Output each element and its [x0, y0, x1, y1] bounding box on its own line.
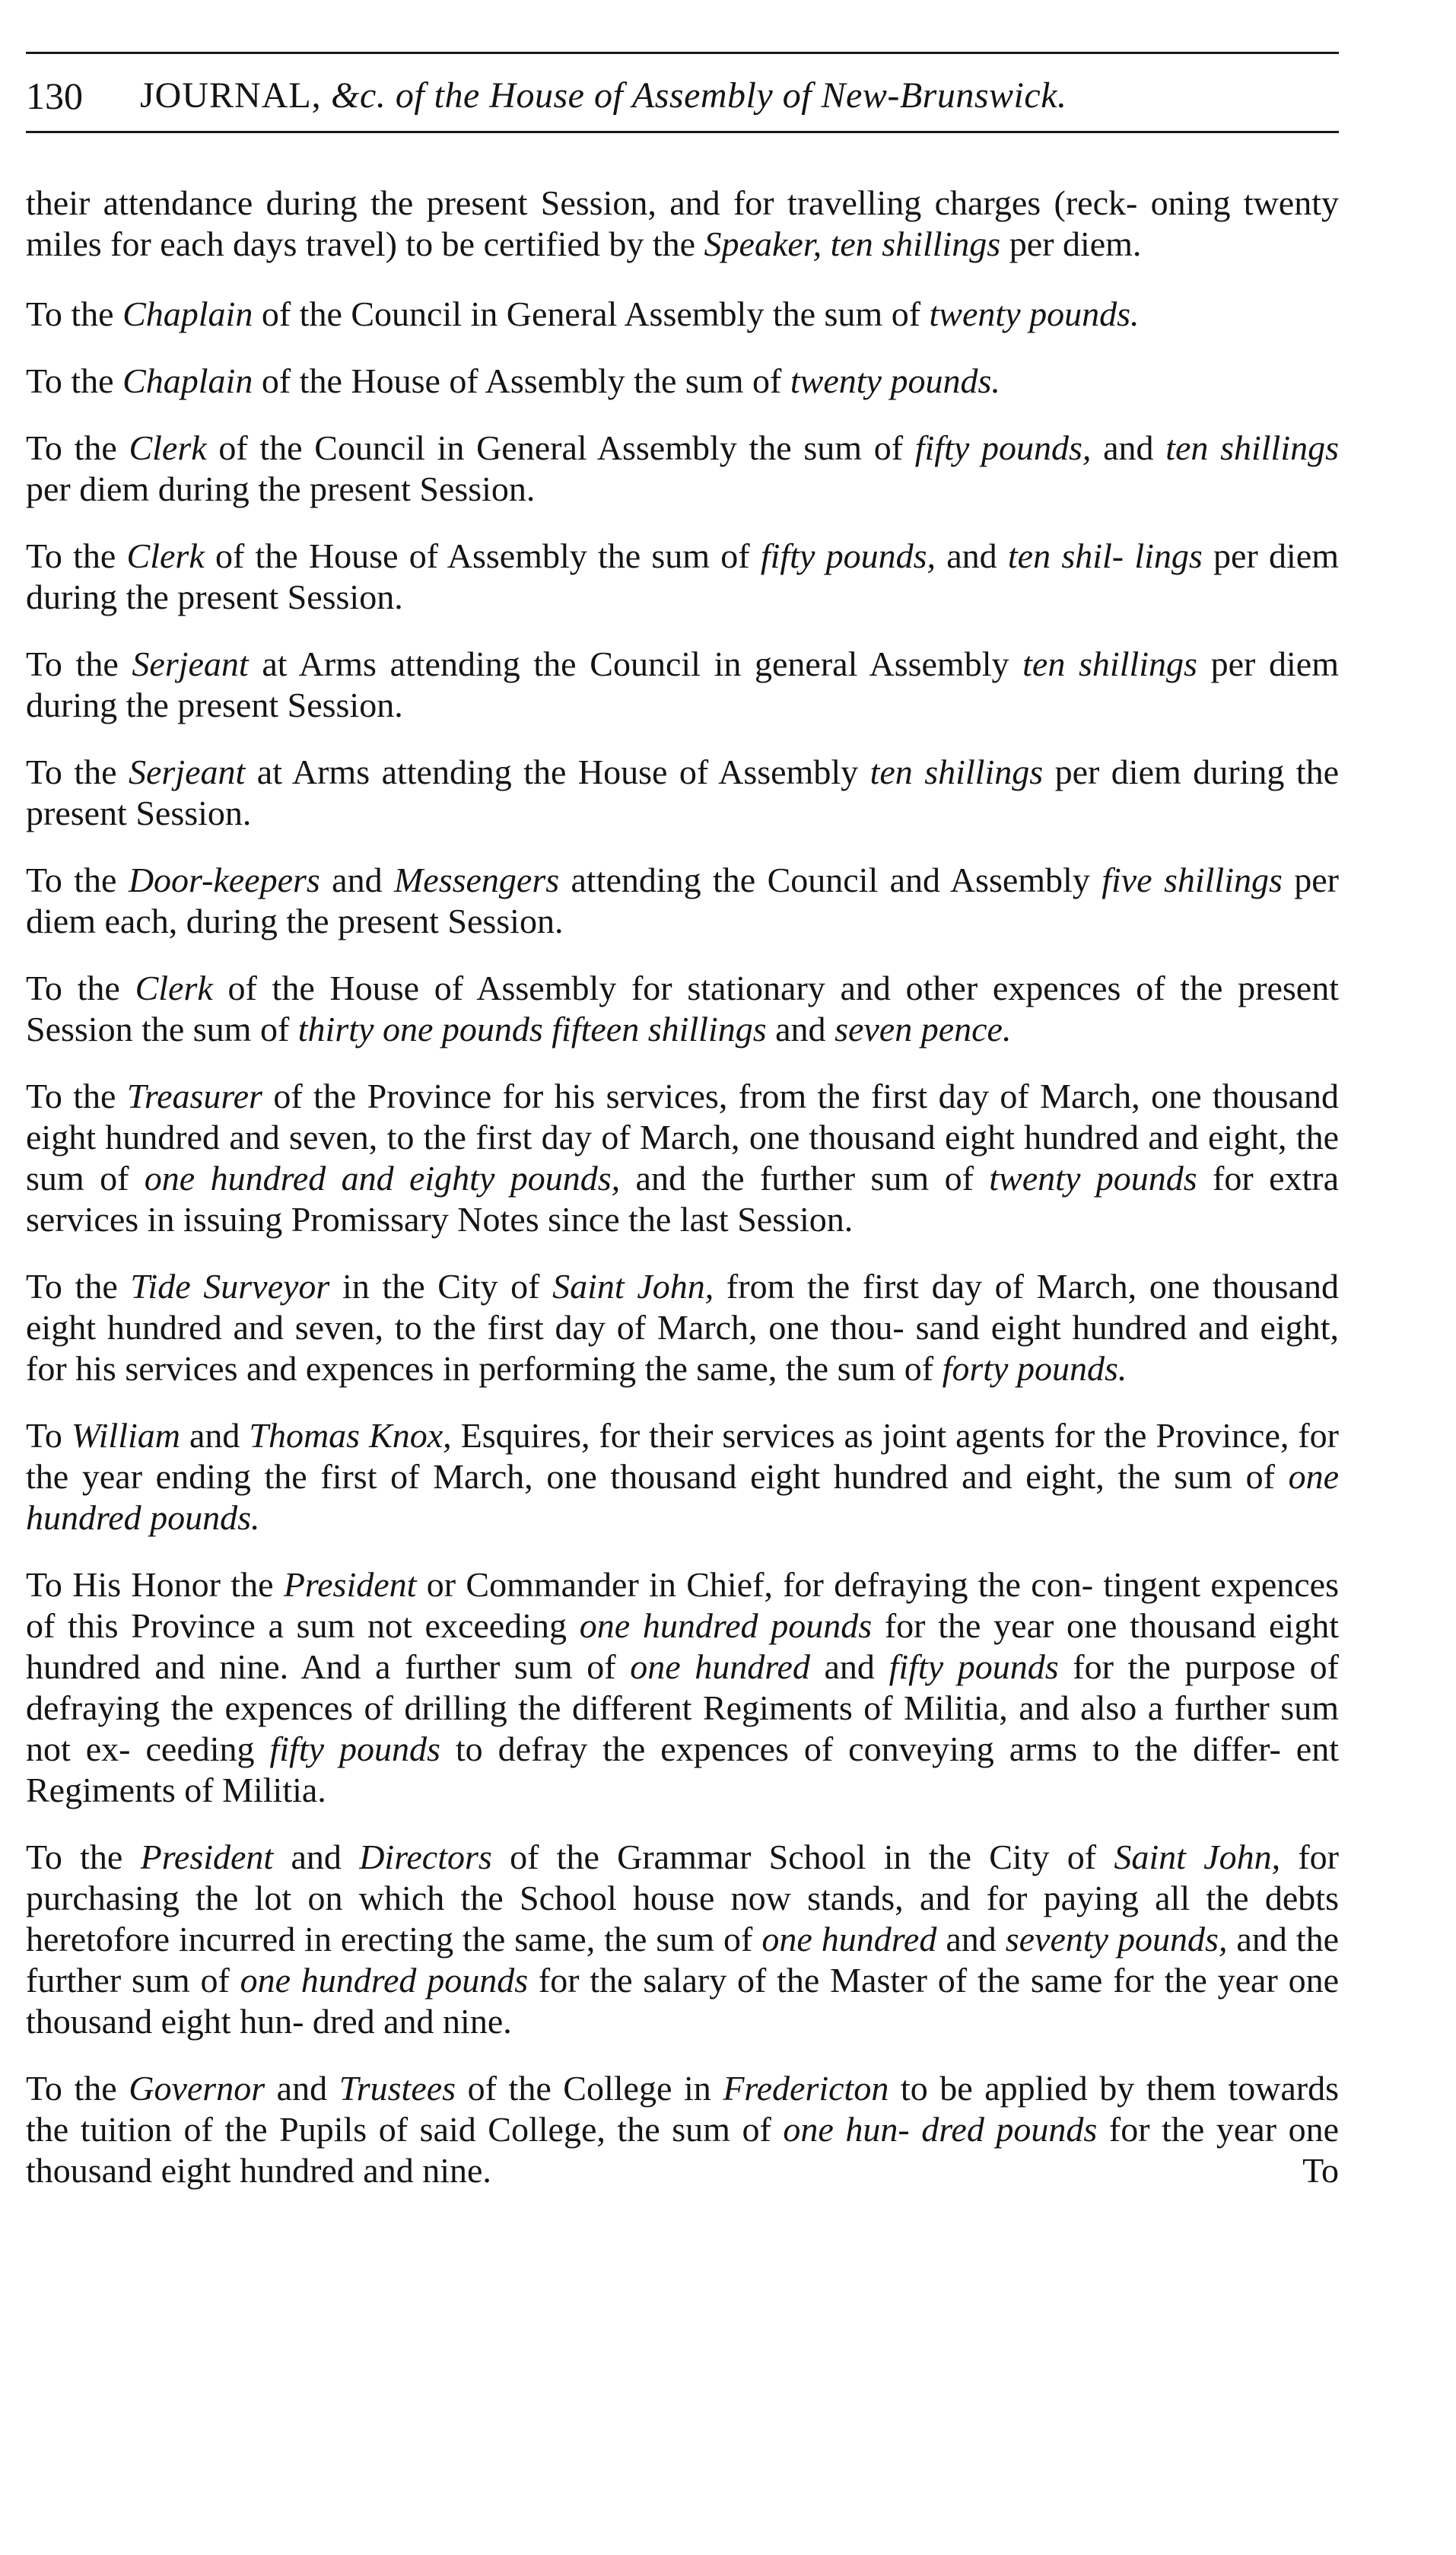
italic-text: seven pence. [834, 1010, 1012, 1048]
text-run: of the Province for his services, from the first day of March, one thousand eight hundred and seven, to the first day of March, one thousand eight hundred and eight, the sum of [26, 1077, 1339, 1198]
text-run: their attendance during the present Session, and for travelling charges (reck- oning twenty miles for each days travel) to be certified by the [26, 183, 1339, 263]
text-run: per diem during the present Session. [26, 536, 1339, 616]
journal-paragraph [26, 752, 1339, 834]
text-run: of the Grammar School in the City of [491, 1838, 1114, 1876]
italic-text: Treasurer [126, 1077, 262, 1115]
italic-text: forty pounds. [942, 1349, 1127, 1388]
header-rule [26, 131, 1339, 133]
italic-text: Door-keepers [128, 861, 320, 899]
italic-text: fifty pounds, [760, 536, 936, 575]
italic-text: Tide Surveyor [130, 1267, 330, 1306]
italic-text: thirty one pounds fifteen shillings [297, 1010, 767, 1048]
catchword: To [1302, 2151, 1339, 2190]
italic-text: twenty pounds [989, 1159, 1197, 1198]
text-run: per diem during the present Session. [26, 752, 1340, 832]
italic-text: ten shillings [1022, 644, 1197, 683]
italic-text: Directors [359, 1838, 492, 1876]
italic-text: Trustees [339, 2069, 456, 2108]
text-run: of the Council in General Assembly the sum of [253, 294, 930, 333]
journal-body [26, 183, 1339, 2217]
page-number: 130 [26, 75, 83, 117]
text-run: To the [26, 1838, 141, 1876]
text-run: to be applied by them towards the tuition of the Pupils of said College, the sum of [26, 2069, 1340, 2149]
text-run: and [766, 1010, 835, 1048]
italic-text: one hundred pounds [240, 1961, 529, 2000]
text-run: To the [26, 2069, 129, 2108]
text-run: in the City of [329, 1267, 553, 1306]
text-run: at Arms attending the House of Assembly [245, 752, 870, 791]
italic-text: fifty pounds [269, 1729, 440, 1768]
text-run: from the first day of March, one thousand eight hundred and seven, to the first day of March, one thou- sand eight hundred and eight, for his services and expences in performing the same, the sum of [26, 1267, 1339, 1388]
running-head [140, 65, 1067, 126]
text-run: of the College in [456, 2069, 723, 2108]
italic-text: Serjeant [129, 752, 246, 791]
journal-paragraph [26, 1837, 1339, 2042]
text-run: of the House of Assembly the sum of [204, 536, 761, 575]
text-run: To His Honor the [26, 1565, 284, 1604]
italic-text: one hundred and eighty pounds, [144, 1159, 621, 1198]
journal-paragraph [26, 294, 1339, 335]
text-run: To the [26, 969, 135, 1007]
text-run: To the [26, 1267, 131, 1306]
italic-text: Clerk [135, 969, 213, 1007]
italic-text: Clerk [129, 428, 207, 467]
text-run: for the year one thousand eight hundred and nine. [26, 2110, 1339, 2190]
text-run: To the [26, 294, 123, 333]
text-run: and [319, 861, 394, 899]
text-run: for purchasing the lot on which the School house now stands, and for paying all the debts heretofore incurred in erecting the same, the sum of [26, 1838, 1339, 1958]
text-run: and the further sum of [26, 1920, 1340, 2000]
italic-text: Chaplain [122, 361, 253, 400]
text-run: To [26, 1416, 72, 1455]
text-run: of the House of Assembly for stationary and other expences of the present Session the sum of [26, 969, 1340, 1048]
text-run: per diem each, during the present Session. [26, 861, 1339, 940]
text-run: of the House of Assembly the sum of [253, 361, 790, 400]
top-rule [26, 52, 1339, 54]
text-run: at Arms attending the Council in general Assembly [248, 644, 1023, 683]
journal-paragraph [26, 361, 1339, 402]
journal-paragraph [26, 968, 1339, 1050]
text-run: To the [26, 361, 123, 400]
text-run: and [265, 2069, 339, 2108]
text-run: To the [26, 1077, 127, 1115]
text-run: and the further sum of [620, 1159, 990, 1198]
text-run: for the purpose of defraying the expences of drilling the different Regiments of Militia, and also a further sum not ex- ceeding [26, 1647, 1339, 1768]
text-run: per diem. [1000, 224, 1142, 263]
italic-text: Governor [129, 2069, 265, 2108]
journal-page [26, 0, 1339, 2555]
text-run: per diem during the present Session. [26, 644, 1339, 724]
text-run: To the [26, 861, 129, 899]
italic-text: one hundred [761, 1920, 937, 1958]
running-head-italic: &c. of the House of Assembly of New-Brunswick. [331, 75, 1067, 116]
italic-text: ten shillings [1165, 428, 1339, 467]
text-run: attending the Council and Assembly [559, 861, 1102, 899]
journal-paragraph [26, 183, 1339, 265]
text-run: and [1091, 428, 1166, 467]
text-run: and [273, 1838, 360, 1876]
text-run: for the year one thousand eight hundred and nine. And a further sum of [26, 1606, 1339, 1686]
text-run: per diem during the present Session. [26, 469, 536, 508]
italic-text: fifty pounds, [914, 428, 1092, 467]
italic-text: one hundred pounds. [26, 1457, 1339, 1537]
italic-text: William [71, 1416, 180, 1455]
italic-text: ten shillings [869, 752, 1044, 791]
italic-text: President [140, 1838, 274, 1876]
italic-text: fifty pounds [889, 1647, 1059, 1686]
journal-paragraph [26, 1564, 1339, 1811]
italic-text: twenty pounds. [790, 361, 1000, 400]
journal-paragraph [26, 860, 1339, 942]
text-run: To the [26, 428, 129, 467]
journal-paragraph [26, 1415, 1339, 1538]
text-run: To the [26, 752, 129, 791]
text-run: to defray the expences of conveying arms to the differ- ent Regiments of Militia. [26, 1729, 1339, 1809]
running-head-caps: JOURNAL, [140, 75, 322, 116]
italic-text: President [283, 1565, 417, 1604]
text-run: and [180, 1416, 250, 1455]
journal-paragraph [26, 428, 1339, 510]
italic-text: five shillings [1102, 861, 1283, 899]
text-run: for the salary of the Master of the same for the year one thousand eight hun- dred and nine. [26, 1961, 1339, 2041]
italic-text: Messengers [393, 861, 560, 899]
italic-text: seventy pounds, [1005, 1920, 1228, 1958]
italic-text: one hundred [630, 1647, 810, 1686]
italic-text: Clerk [126, 536, 205, 575]
italic-text: Serjeant [132, 644, 249, 683]
journal-paragraph [26, 644, 1339, 726]
text-run: for extra services in issuing Promissary Notes since the last Session. [26, 1159, 1340, 1239]
italic-text: one hun- dred pounds [783, 2110, 1098, 2149]
italic-text: Fredericton [723, 2069, 889, 2108]
italic-text: Saint John, [1114, 1838, 1281, 1876]
text-run: To the [26, 644, 132, 683]
italic-text: ten shil- lings [1007, 536, 1203, 575]
text-run: Esquires, for their services as joint agents for the Province, for the year ending the first of March, one thousand eight hundred and eight, the sum of [26, 1416, 1339, 1496]
text-run: and [936, 1920, 1006, 1958]
text-run: of the Council in General Assembly the sum of [206, 428, 915, 467]
text-run: and [809, 1647, 889, 1686]
journal-paragraph [26, 2068, 1339, 2191]
journal-paragraph [26, 536, 1339, 618]
text-run: To the [26, 536, 127, 575]
journal-paragraph [26, 1266, 1339, 1389]
italic-text: Saint John, [552, 1267, 714, 1306]
journal-paragraph [26, 1076, 1339, 1240]
page-header [26, 65, 1339, 126]
italic-text: twenty pounds. [929, 294, 1140, 333]
italic-text: Chaplain [122, 294, 253, 333]
text-run: and [936, 536, 1008, 575]
text-run: or Commander in Chief, for defraying the con- tingent expences of this Province a sum not exceeding [26, 1565, 1339, 1645]
italic-text: Thomas Knox, [249, 1416, 452, 1455]
italic-text: one hundred pounds [579, 1606, 873, 1645]
italic-text: Speaker, ten shillings [704, 224, 1001, 263]
